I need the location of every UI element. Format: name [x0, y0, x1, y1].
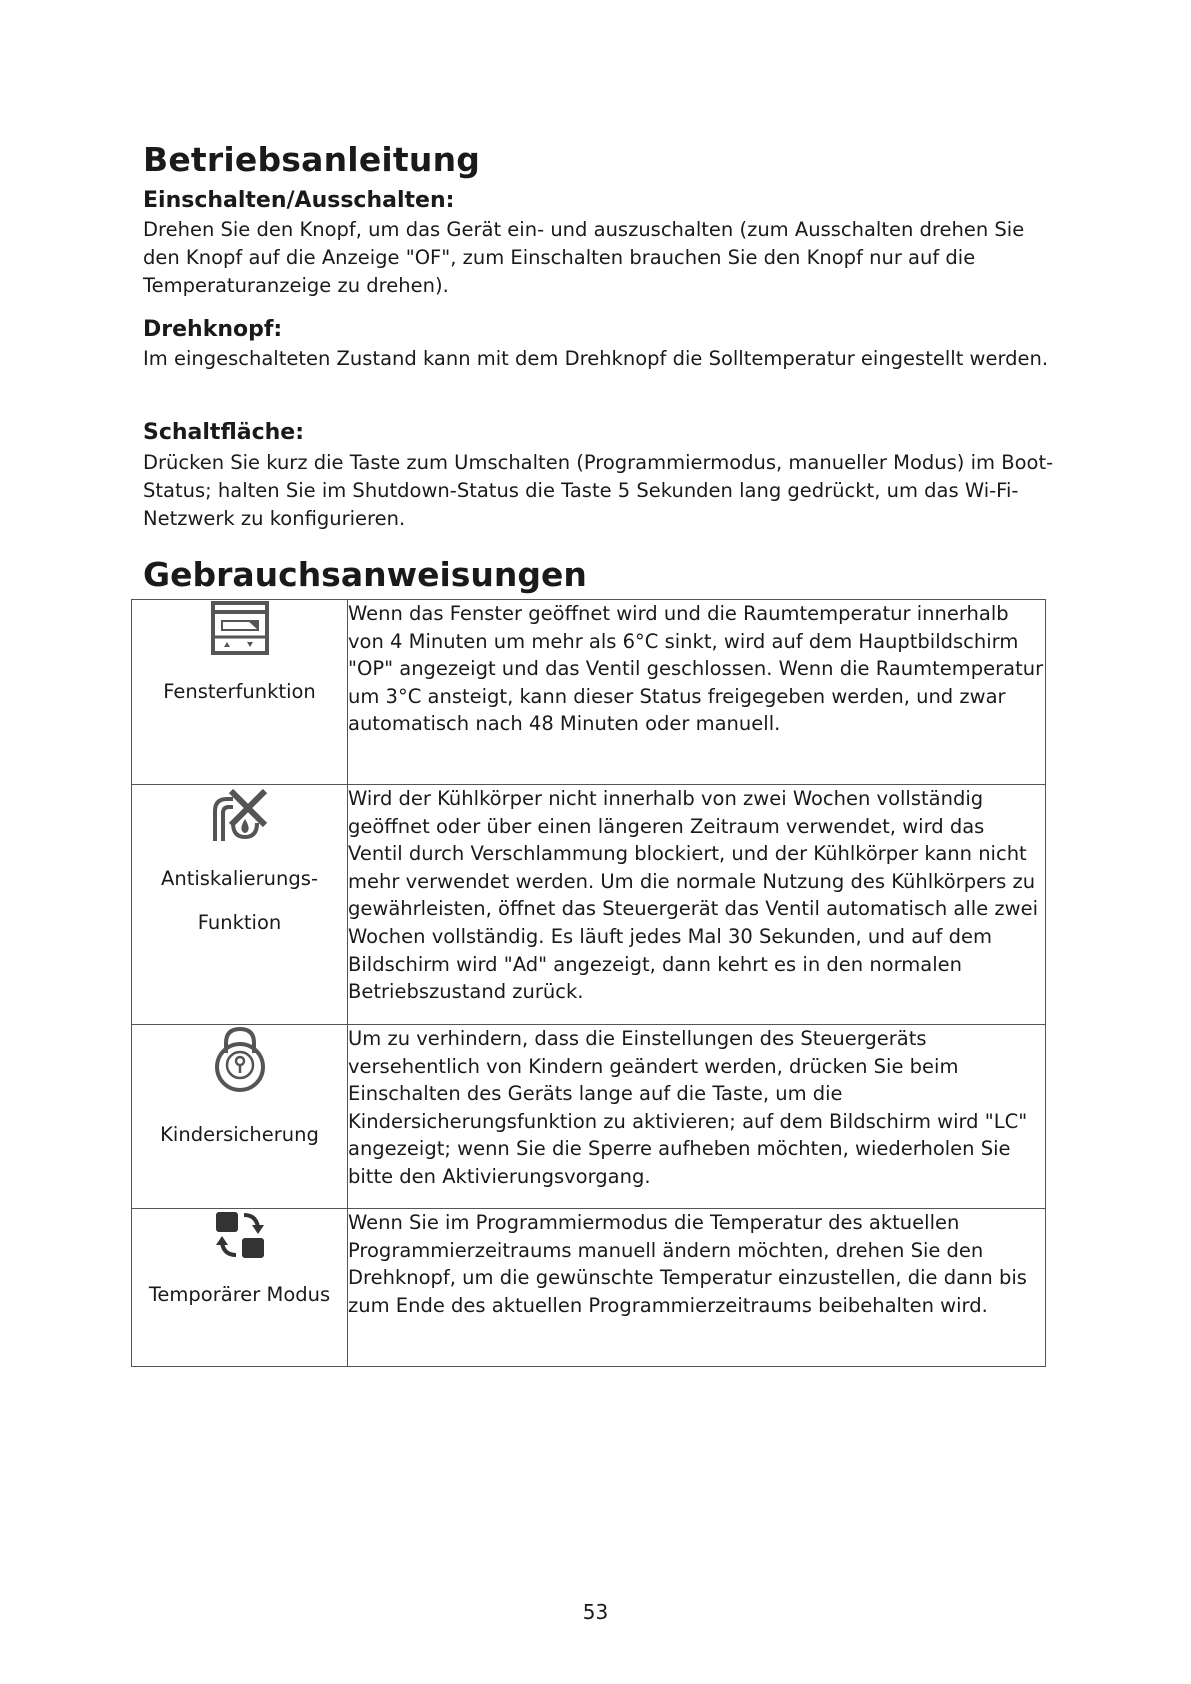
section-text-power: Drehen Sie den Knopf, um das Gerät ein- und auszuschalten (zum Ausschalten drehen Sie den Knopf auf die Anzeige "OF", zum Einschalten brauchen Sie den Knopf nur auf die Temperaturanzeige zu drehen).: [143, 218, 1025, 297]
window-icon: [210, 600, 270, 656]
child-lock-icon: [212, 1025, 268, 1093]
section-heading-button: Schaltfläche:: [143, 420, 305, 445]
temporary-mode-icon: [214, 1209, 266, 1261]
row-label: Fensterfunktion: [163, 680, 316, 703]
icon-cell: [132, 785, 348, 1025]
section-text-button: Drücken Sie kurz die Taste zum Umschalten (Programmiermodus, manueller Modus) im Boot-Status; halten Sie im Shutdown-Status die Taste 5 Sekunden lang gedrückt, um das Wi-Fi-Netzwerk zu konfigurieren.: [143, 451, 1054, 530]
section-heading-knob: Drehknopf:: [143, 317, 283, 342]
row-description: Wenn das Fenster geöffnet wird und die Raumtemperatur innerhalb von 4 Minuten um mehr als 6°C sinkt, wird auf dem Hauptbildschirm "OP" angezeigt und das Ventil geschlossen. Wenn die Raumtemperatur um 3°C ansteigt, kann dieser Status freigegeben werden, und zwar automatisch nach 48 Minuten oder manuell.: [348, 600, 1046, 785]
row-description: Wenn Sie im Programmiermodus die Temperatur des aktuellen Programmierzeitraums manuell ändern möchten, drehen Sie den Drehknopf, um die gewünschte Temperatur einzustellen, die dann bis zum Ende des aktuellen Programmierzeitraums beibehalten wird.: [348, 1209, 1046, 1367]
icon-cell: [132, 1209, 348, 1367]
usage-table: [131, 599, 1046, 1367]
table-row: [132, 1025, 1046, 1209]
row-label: Temporärer Modus: [148, 1283, 331, 1306]
page-number: 53: [582, 1600, 609, 1624]
row-description: Um zu verhindern, dass die Einstellungen des Steuergeräts versehentlich von Kindern geändert werden, drücken Sie beim Einschalten des Geräts lange auf die Taste, um die Kindersicherungsfunktion zu aktivieren; auf dem Bildschirm wird "LC" angezeigt; wenn Sie die Sperre aufheben möchten, wiederholen Sie bitte den Aktivierungsvorgang.: [348, 1025, 1046, 1209]
section-heading-power: Einschalten/Ausschalten:: [143, 188, 455, 213]
row-label: Kindersicherung: [160, 1123, 319, 1146]
section-text-knob: Im eingeschalteten Zustand kann mit dem Drehknopf die Solltemperatur eingestellt werden.: [143, 347, 1049, 370]
page-title: Betriebsanleitung: [143, 140, 481, 179]
table-row: [132, 785, 1046, 1025]
row-description: Wird der Kühlkörper nicht innerhalb von zwei Wochen vollständig geöffnet oder über einen längeren Zeitraum verwendet, wird das Ventil durch Verschlammung blockiert, und der Kühlkörper kann nicht mehr verwendet werden. Um die normale Nutzung des Kühlkörpers zu gewährleisten, öffnet das Steuergerät das Ventil automatisch alle zwei Wochen vollständig. Es läuft jedes Mal 30 Sekunden, und auf dem Bildschirm wird "Ad" angezeigt, dann kehrt es in den normalen Betriebszustand zurück.: [348, 785, 1046, 1025]
icon-cell: [132, 1025, 348, 1209]
row-label-line2: Funktion: [197, 911, 282, 934]
table-row: [132, 600, 1046, 785]
row-label-line1: Antiskalierungs-: [161, 867, 318, 890]
usage-heading: Gebrauchsanweisungen: [143, 555, 587, 594]
table-row: [132, 1209, 1046, 1367]
icon-cell: [132, 600, 348, 785]
anti-scale-icon: [209, 785, 271, 847]
